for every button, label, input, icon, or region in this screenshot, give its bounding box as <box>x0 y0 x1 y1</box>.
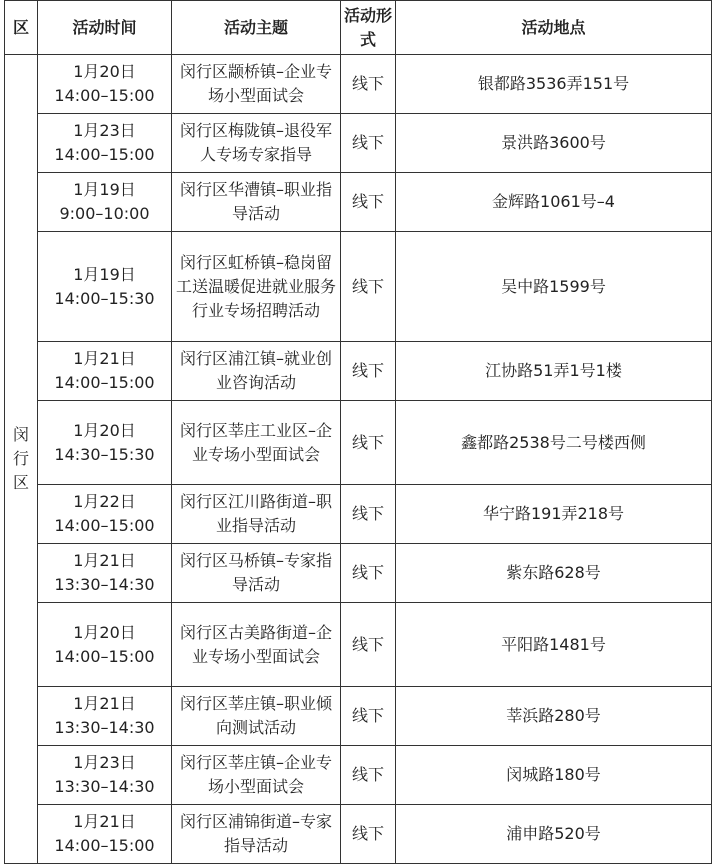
event-date: 1月22日 <box>73 492 136 511</box>
time-cell <box>38 603 172 687</box>
table-row <box>5 55 712 114</box>
event-theme: 闵行区马桥镇–专家指导活动 <box>172 544 341 603</box>
event-location: 吴中路1599号 <box>396 232 712 342</box>
event-date: 1月21日 <box>73 349 136 368</box>
event-mode: 线下 <box>341 342 396 401</box>
event-date: 1月20日 <box>73 62 136 81</box>
header-mode: 活动形式 <box>341 1 396 55</box>
table-row <box>5 805 712 864</box>
header-district: 区 <box>5 1 38 55</box>
time-cell <box>38 55 172 114</box>
event-date: 1月19日 <box>73 180 136 199</box>
activity-schedule-table <box>4 0 712 864</box>
event-location: 华宁路191弄218号 <box>396 485 712 544</box>
event-mode: 线下 <box>341 805 396 864</box>
event-theme: 闵行区浦锦街道–专家指导活动 <box>172 805 341 864</box>
event-location: 金辉路1061号–4 <box>396 173 712 232</box>
header-location: 活动地点 <box>396 1 712 55</box>
event-location: 浦申路520号 <box>396 805 712 864</box>
event-location: 景洪路3600号 <box>396 114 712 173</box>
header-time: 活动时间 <box>38 1 172 55</box>
event-theme: 闵行区虹桥镇–稳岗留工送温暖促进就业服务行业专场招聘活动 <box>172 232 341 342</box>
time-cell <box>38 114 172 173</box>
event-date: 1月21日 <box>73 551 136 570</box>
time-cell <box>38 401 172 485</box>
event-theme: 闵行区莘庄镇–职业倾向测试活动 <box>172 687 341 746</box>
table-row <box>5 173 712 232</box>
event-location: 江协路51弄1号1楼 <box>396 342 712 401</box>
header-row <box>5 1 712 55</box>
event-date: 1月23日 <box>73 753 136 772</box>
table-row <box>5 114 712 173</box>
event-mode: 线下 <box>341 544 396 603</box>
table-row <box>5 603 712 687</box>
event-location: 平阳路1481号 <box>396 603 712 687</box>
event-location: 鑫都路2538号二号楼西侧 <box>396 401 712 485</box>
time-cell <box>38 746 172 805</box>
event-mode: 线下 <box>341 746 396 805</box>
table-row <box>5 232 712 342</box>
event-date: 1月20日 <box>73 622 136 642</box>
time-cell <box>38 687 172 746</box>
event-time: 14:00–15:00 <box>54 373 155 392</box>
district-cell <box>5 55 38 864</box>
table-row <box>5 485 712 544</box>
event-theme: 闵行区颛桥镇–企业专场小型面试会 <box>172 55 341 114</box>
event-theme: 闵行区江川路街道–职业指导活动 <box>172 485 341 544</box>
header-theme: 活动主题 <box>172 1 341 55</box>
event-date: 1月21日 <box>73 812 136 831</box>
district-name: 闵行区 <box>13 425 30 492</box>
event-location: 闵城路180号 <box>396 746 712 805</box>
event-date: 1月20日 <box>73 420 136 440</box>
event-location: 莘浜路280号 <box>396 687 712 746</box>
event-time: 13:30–14:30 <box>54 777 155 796</box>
event-mode: 线下 <box>341 232 396 342</box>
event-theme: 闵行区华漕镇–职业指导活动 <box>172 173 341 232</box>
event-time: 13:30–14:30 <box>54 575 155 594</box>
event-time: 14:00–15:30 <box>54 288 155 308</box>
event-time: 14:00–15:00 <box>54 646 155 666</box>
event-theme: 闵行区莘庄工业区–企业专场小型面试会 <box>172 401 341 485</box>
time-cell <box>38 232 172 342</box>
event-mode: 线下 <box>341 401 396 485</box>
table-row <box>5 342 712 401</box>
event-location: 紫东路628号 <box>396 544 712 603</box>
event-theme: 闵行区莘庄镇–企业专场小型面试会 <box>172 746 341 805</box>
event-date: 1月23日 <box>73 121 136 140</box>
event-location: 银都路3536弄151号 <box>396 55 712 114</box>
time-cell <box>38 805 172 864</box>
table-row <box>5 746 712 805</box>
event-time: 14:30–15:30 <box>54 444 155 464</box>
time-cell <box>38 485 172 544</box>
event-time: 14:00–15:00 <box>54 145 155 164</box>
event-date: 1月21日 <box>73 694 136 713</box>
event-date: 1月19日 <box>73 264 136 284</box>
event-mode: 线下 <box>341 55 396 114</box>
event-time: 13:30–14:30 <box>54 718 155 737</box>
event-time: 9:00–10:00 <box>59 204 150 223</box>
table-row <box>5 401 712 485</box>
event-time: 14:00–15:00 <box>54 516 155 535</box>
event-theme: 闵行区梅陇镇–退役军人专场专家指导 <box>172 114 341 173</box>
event-theme: 闵行区浦江镇–就业创业咨询活动 <box>172 342 341 401</box>
time-cell <box>38 173 172 232</box>
event-mode: 线下 <box>341 603 396 687</box>
event-mode: 线下 <box>341 173 396 232</box>
event-mode: 线下 <box>341 485 396 544</box>
event-mode: 线下 <box>341 114 396 173</box>
event-time: 14:00–15:00 <box>54 836 155 855</box>
time-cell <box>38 342 172 401</box>
event-theme: 闵行区古美路街道–企业专场小型面试会 <box>172 603 341 687</box>
time-cell <box>38 544 172 603</box>
table-row <box>5 687 712 746</box>
event-time: 14:00–15:00 <box>54 86 155 105</box>
table-row <box>5 544 712 603</box>
event-mode: 线下 <box>341 687 396 746</box>
